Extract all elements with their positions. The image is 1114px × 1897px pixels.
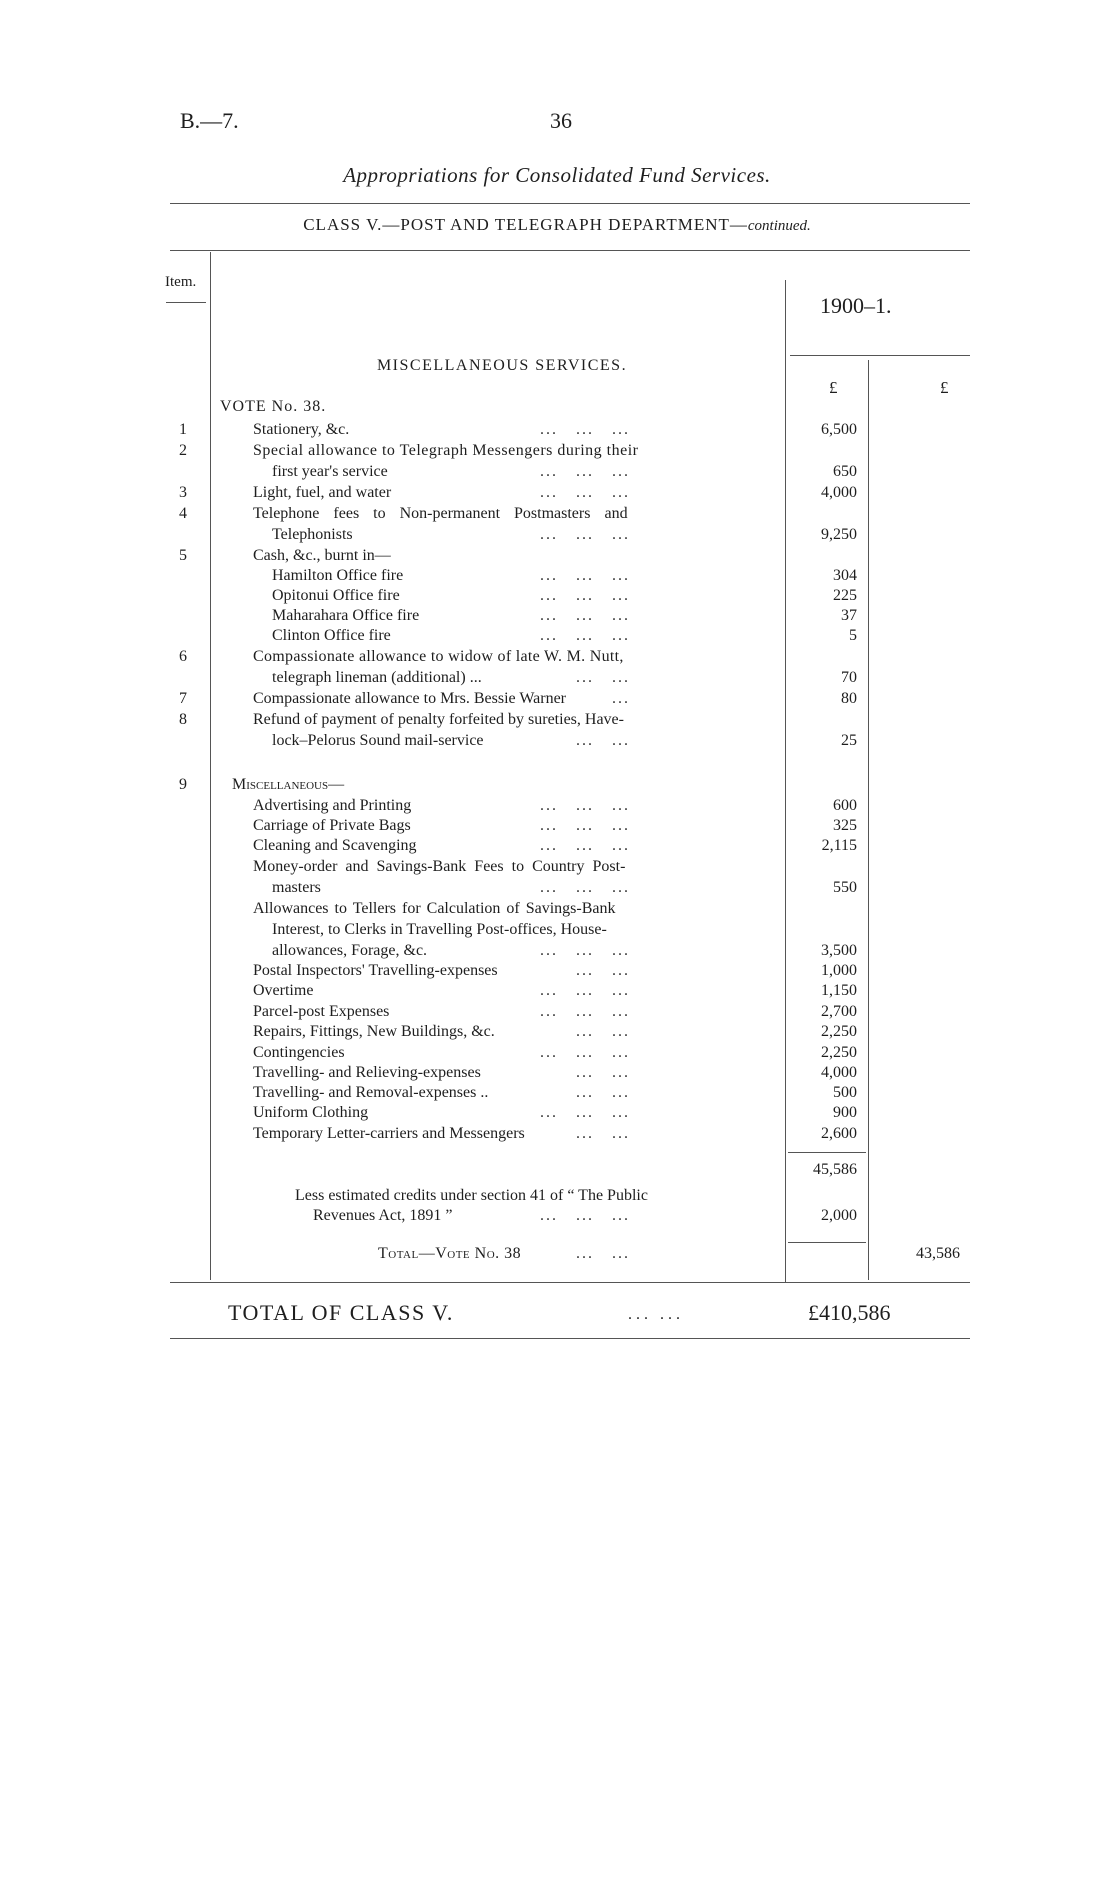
table-row: Hamilton Office fire ... ... ... 304: [272, 567, 857, 584]
table-row: telegraph lineman (additional) ... ... ... 70: [272, 669, 857, 686]
table-top-rule: [170, 250, 970, 251]
pound-symbol-column1: £: [829, 378, 838, 397]
header-rule: [170, 203, 970, 204]
document-reference: B.—7.: [180, 108, 239, 133]
table-row: Contingencies ... ... ... 2,250: [253, 1044, 857, 1061]
table-row: Postal Inspectors' Travelling-expenses ... ... 1,000: [253, 962, 857, 979]
table-row: Allowances to Tellers for Calculation of Savings-Bank: [253, 900, 616, 917]
table-row: Advertising and Printing ... ... ... 600: [253, 797, 857, 814]
table-row: Interest, to Clerks in Travelling Post-offices, House-: [272, 921, 607, 938]
table-row: 6 Compassionate allowance to widow of late W. M. Nutt,: [179, 648, 624, 665]
table-row: Cleaning and Scavenging ... ... ... 2,115: [253, 837, 857, 854]
table-row: 3 Light, fuel, and water ... ... ... 4,000: [179, 484, 857, 501]
pound-symbol-column2: £: [940, 378, 949, 397]
item-header-underline: [166, 302, 206, 303]
table-row: 5 Cash, &c., burnt in—: [179, 547, 391, 564]
table-row: Money-order and Savings-Bank Fees to Country Post-: [253, 858, 626, 875]
vote-label: VOTE No. 38.: [220, 398, 327, 415]
table-row: Clinton Office fire ... ... ... 5: [272, 627, 857, 644]
class-total-amount: £410,586: [808, 1300, 891, 1325]
table-row: Temporary Letter-carriers and Messengers ... ... 2,600: [253, 1125, 857, 1142]
subtotal-rule: [788, 1152, 866, 1153]
table-bottom-rule: [170, 1282, 970, 1283]
page-bottom-rule: [170, 1338, 970, 1339]
table-row: masters ... ... ... 550: [272, 879, 857, 896]
table-row: 4 Telephone fees to Non-permanent Postmasters and: [179, 505, 628, 522]
section-title: MISCELLANEOUS SERVICES.: [376, 357, 628, 374]
table-row: Overtime ... ... ... 1,150: [253, 982, 857, 999]
table-row: 2 Special allowance to Telegraph Messengers during their: [179, 442, 639, 459]
table-row: Opitonui Office fire ... ... ... 225: [272, 587, 857, 604]
table-row: 7 Compassionate allowance to Mrs. Bessie Warner ... 80: [179, 690, 857, 707]
table-row: Travelling- and Removal-expenses .. ... ... 500: [253, 1084, 857, 1101]
page-title: Appropriations for Consolidated Fund Services.: [343, 163, 771, 187]
table-row: first year's service ... ... ... 650: [272, 463, 857, 480]
table-row: 9 Miscellaneous—: [179, 776, 345, 793]
table-row: Maharahara Office fire ... ... ... 37: [272, 607, 857, 624]
fiscal-year-header: 1900–1.: [820, 293, 892, 318]
credits-row: Less estimated credits under section 41 of “ The Public: [295, 1187, 648, 1204]
class-heading: CLASS V.—POST AND TELEGRAPH DEPARTMENT—continued.: [303, 215, 811, 234]
table-row: Parcel-post Expenses ... ... ... 2,700: [253, 1003, 857, 1020]
item-column-header: Item.: [165, 274, 197, 290]
table-row: 8 Refund of payment of penalty forfeited by sureties, Have-: [179, 711, 624, 728]
class-total-label: TOTAL OF CLASS V.: [228, 1300, 454, 1325]
table-row: lock–Pelorus Sound mail-service ... ... 25: [272, 732, 857, 749]
year-header-rule: [790, 355, 970, 356]
vote-total-rule: [788, 1242, 866, 1243]
table-row: Uniform Clothing ... ... ... 900: [253, 1104, 857, 1121]
credits-row: Revenues Act, 1891 ” ... ... ... 2,000: [313, 1207, 857, 1224]
table-row: 1 Stationery, &c. ... ... ... 6,500: [179, 421, 857, 438]
table-row: Repairs, Fittings, New Buildings, &c. ... ... 2,250: [253, 1023, 857, 1040]
table-row: Carriage of Private Bags ... ... ... 325: [253, 817, 857, 834]
subtotal-row: 45,586: [813, 1161, 857, 1178]
class-total-leader: ... ...: [628, 1306, 684, 1323]
page-number: 36: [550, 108, 572, 133]
vote-total-row: Total—Vote No. 38 ... ... 43,586: [378, 1245, 960, 1262]
table-row: Telephonists ... ... ... 9,250: [272, 526, 857, 543]
table-row: Travelling- and Relieving-expenses ... ... 4,000: [253, 1064, 857, 1081]
table-row: allowances, Forage, &c. ... ... ... 3,500: [272, 942, 857, 959]
